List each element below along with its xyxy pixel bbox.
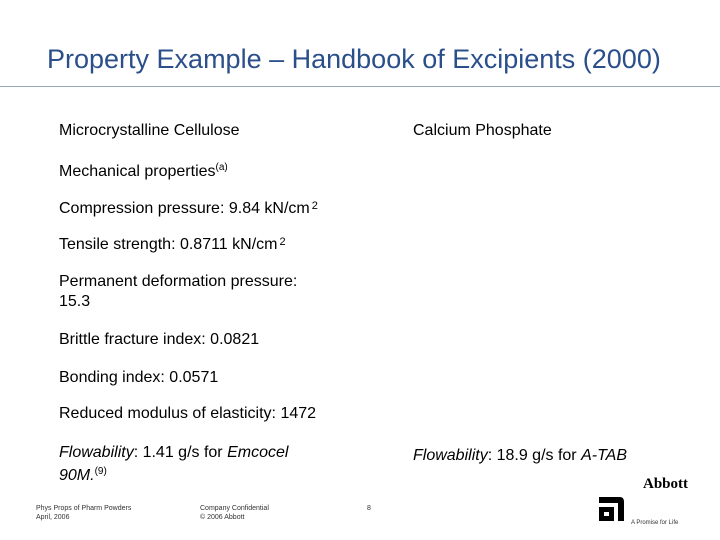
footer-mid-line2: © 2006 Abbott (200, 514, 245, 521)
flowability-mcc-value: : 1.41 g/s for (133, 444, 228, 461)
slide-title: Property Example – Handbook of Excipients (2000) (47, 44, 661, 74)
flowability-mcc-line2 (59, 462, 107, 486)
flowability-cp-value: : 18.9 g/s for (487, 447, 582, 464)
abbott-a-icon (596, 494, 626, 524)
mechanical-properties-text: Mechanical properties (59, 163, 216, 180)
tensile-strength-text: Tensile strength: 0.8711 kN/cm (59, 236, 278, 253)
footer-middle (200, 504, 269, 522)
footer-mid-line1: Company Confidential (200, 505, 269, 512)
compression-pressure (59, 196, 318, 219)
footer-left (36, 504, 131, 522)
flowability-mcc-line1 (59, 443, 288, 463)
abbott-tagline: A Promise for Life (631, 520, 679, 526)
compression-pressure-exponent: 2 (311, 200, 318, 212)
flowability-mcc-word: Flowability (59, 444, 134, 461)
permanent-deformation-pressure-line1: Permanent deformation pressure: (59, 273, 298, 290)
footer-left-line1: Phys Props of Pharm Powders (36, 505, 132, 512)
column-header-calcium-phosphate: Calcium Phosphate (413, 122, 552, 139)
flowability-mcc-ref: (9) (94, 466, 107, 477)
title-rule (0, 86, 720, 87)
brittle-fracture-index: Brittle fracture index: 0.0821 (59, 331, 260, 348)
bonding-index: Bonding index: 0.0571 (59, 369, 219, 386)
abbott-wordmark: Abbott (643, 476, 689, 492)
flowability-cp-word: Flowability (413, 447, 488, 464)
compression-pressure-text: Compression pressure: 9.84 kN/cm (59, 200, 310, 217)
flowability-calcium-phosphate (413, 446, 627, 466)
page-number: 8 (367, 505, 371, 512)
mechanical-properties-label (59, 158, 228, 182)
column-header-mcc: Microcrystalline Cellulose (59, 122, 240, 139)
flowability-mcc-product: Emcocel (227, 444, 289, 461)
flowability-mcc-product-grade: 90M. (59, 467, 95, 484)
footer-left-line2: April, 2006 (36, 514, 70, 521)
mechanical-properties-ref: (a) (215, 162, 228, 173)
abbott-logo (596, 476, 696, 526)
permanent-deformation-pressure-line2: 15.3 (59, 293, 91, 310)
tensile-strength-exponent: 2 (279, 236, 286, 248)
reduced-modulus: Reduced modulus of elasticity: 1472 (59, 405, 317, 422)
tensile-strength (59, 232, 286, 255)
flowability-cp-product: A-TAB (581, 447, 628, 464)
